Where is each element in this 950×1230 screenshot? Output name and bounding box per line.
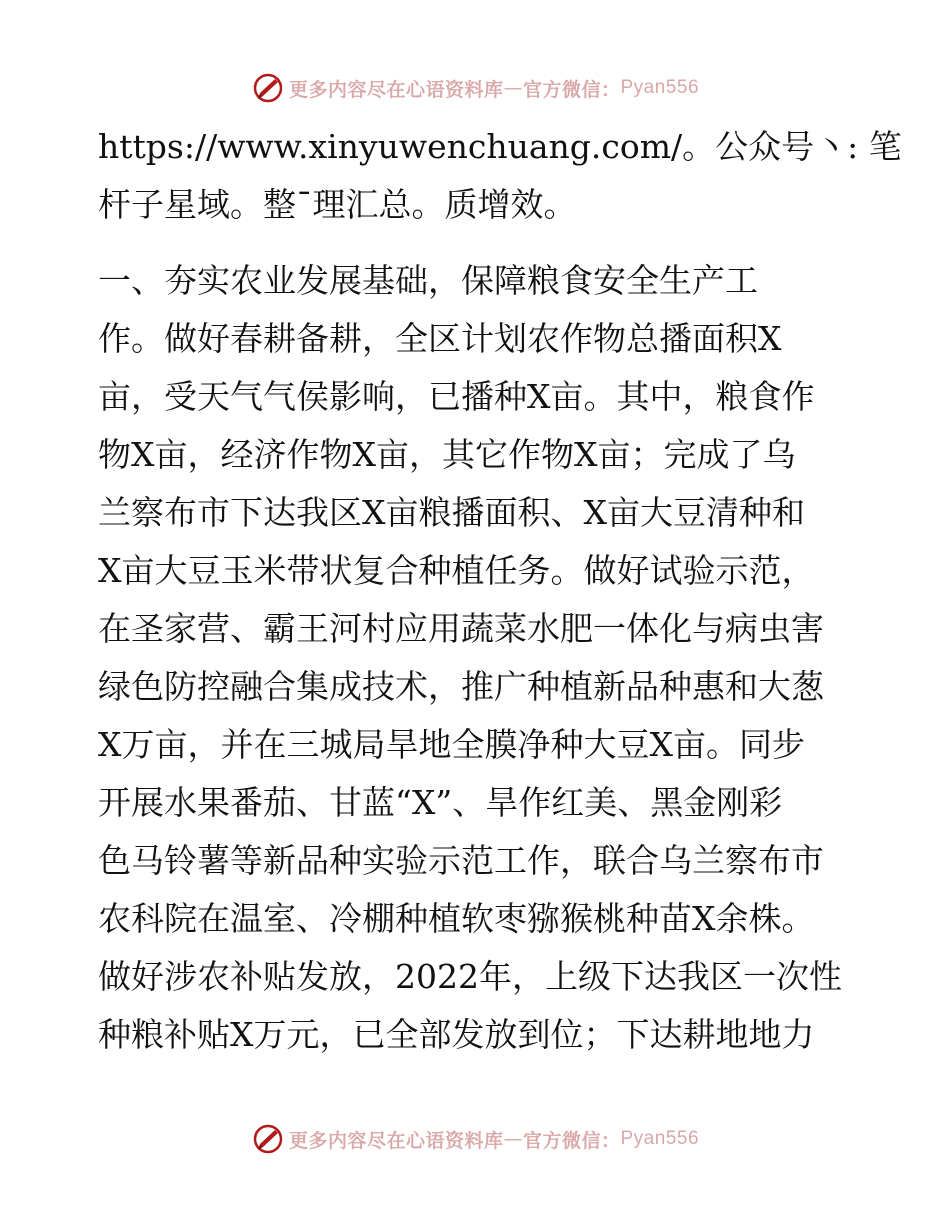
banner-text: 更多内容尽在心语资料库 xyxy=(288,1129,504,1152)
header-banner xyxy=(0,70,950,106)
banner-separator: — xyxy=(503,77,523,99)
text-line: 绿色防控融合集成技术，推广种植新品种惠和大葱 xyxy=(98,667,824,706)
text-line: 一、夯实农业发展基础，保障粮食安全生产工 xyxy=(98,261,758,300)
text-line: 种粮补贴X万元，已全部发放到位；下达耕地地力 xyxy=(98,1015,815,1054)
banner-handle: Pyan556 xyxy=(620,1128,700,1149)
intro-paragraph xyxy=(98,118,902,234)
banner-text: 更多内容尽在心语资料库 xyxy=(288,78,504,101)
banner-separator: — xyxy=(503,1128,523,1150)
banner-contact: 官方微信： xyxy=(522,78,621,101)
logo-icon xyxy=(251,1122,285,1156)
text-line: 兰察布市下达我区X亩粮播面积、X亩大豆清种和 xyxy=(98,493,805,532)
text-line: 亩，受天气气侯影响，已播种X亩。其中，粮食作 xyxy=(98,377,815,416)
intro-line: https://www.xinyuwenchuang.com/。公众号丶: 笔 xyxy=(98,127,902,166)
text-line: 作。做好春耕备耕，全区计划农作物总播面积X xyxy=(98,319,782,358)
text-line: 农科院在温室、冷棚种植软枣猕猴桃种苗X余株。 xyxy=(98,899,815,938)
banner-handle: Pyan556 xyxy=(620,77,700,98)
text-line: X亩大豆玉米带状复合种植任务。做好试验示范， xyxy=(98,551,815,590)
text-line: 色马铃薯等新品种实验示范工作，联合乌兰察布市 xyxy=(98,841,824,880)
intro-line: 杆子星域。整¯理汇总。质增效。 xyxy=(98,185,577,224)
text-line: 在圣家营、霸王河村应用蔬菜水肥一体化与病虫害 xyxy=(98,609,824,648)
text-line: X万亩，并在三城局旱地全膜净种大豆X亩。同步 xyxy=(98,725,805,764)
text-line: 物X亩，经济作物X亩，其它作物X亩；完成了乌 xyxy=(98,435,796,474)
logo-icon xyxy=(251,71,285,105)
banner-contact: 官方微信： xyxy=(522,1129,621,1152)
footer-banner xyxy=(0,1121,950,1157)
document-body xyxy=(98,118,902,1064)
text-line: 做好涉农补贴发放，2022年，上级下达我区一次性 xyxy=(98,957,842,996)
text-line: 开展水果番茄、甘蓝“X”、旱作红美、黑金刚彩 xyxy=(98,783,783,822)
section-paragraph xyxy=(98,252,858,1064)
